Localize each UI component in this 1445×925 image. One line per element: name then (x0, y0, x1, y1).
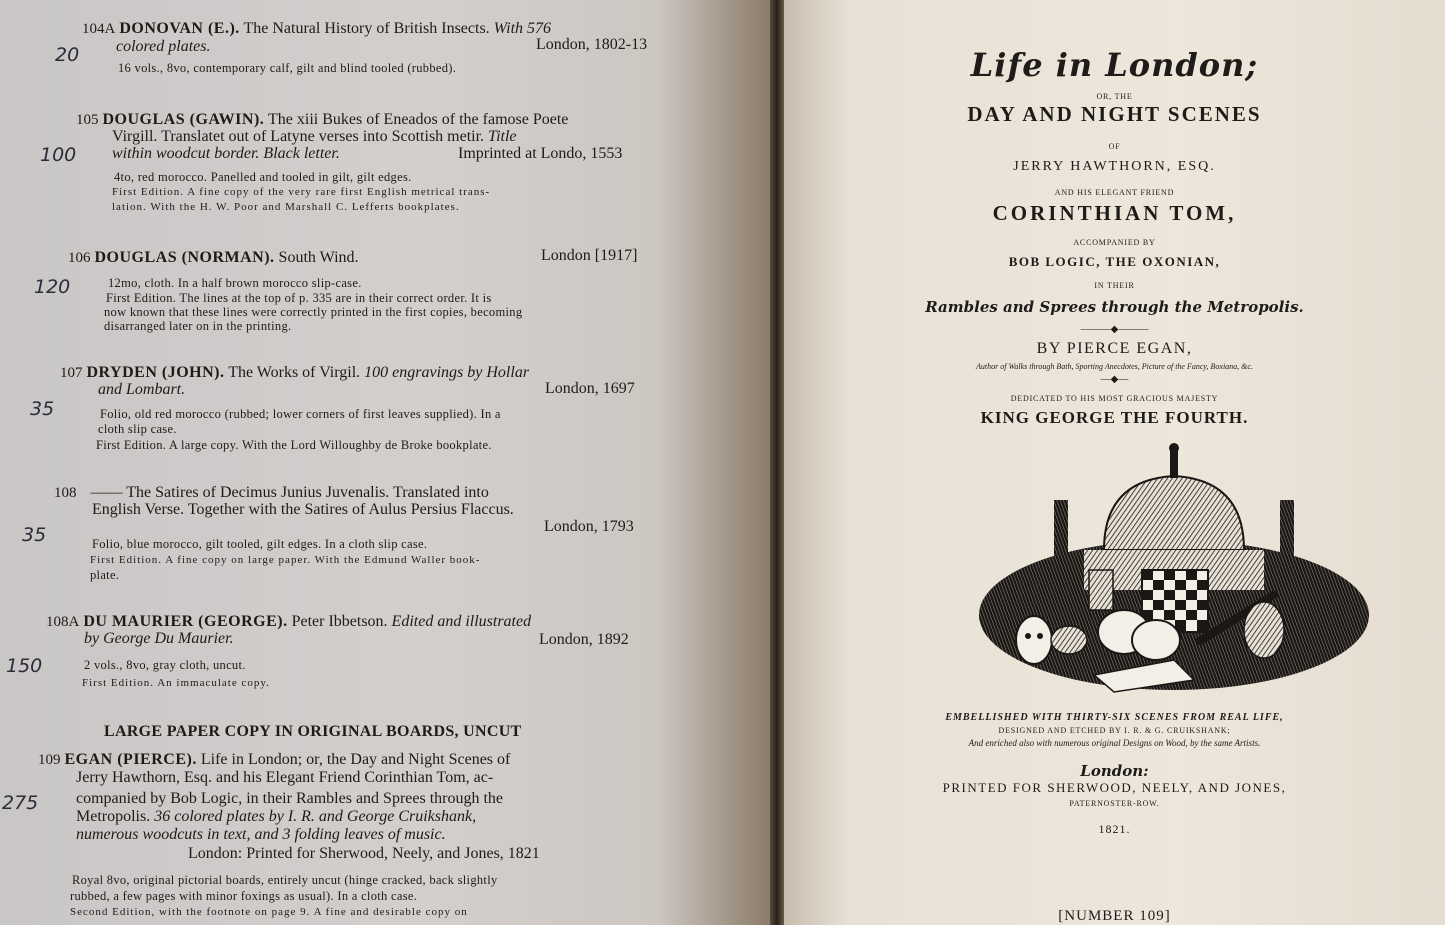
entry-105-desc3: lation. With the H. W. Poor and Marshall C. Lefferts bookplates. (112, 201, 460, 213)
facsimile-jerry: JERRY HAWTHORN, ESQ. (1013, 159, 1216, 174)
entry-title: The Works of Virgil. (228, 364, 361, 381)
entry-title: The Natural History of British Insects. (243, 20, 490, 37)
entry-106-desc1: 12mo, cloth. In a half brown morocco slip-case. (108, 276, 362, 290)
entry-109-line1 (38, 751, 510, 769)
facsimile-king: KING GEORGE THE FOURTH. (980, 408, 1249, 427)
entry-106-desc3: now known that these lines were correctly printed in the first copies, becoming (104, 305, 523, 319)
entry-108-line1 (54, 484, 489, 502)
entry-title-cont: Virgill. Translatet out of Latyne verses into Scottish metir. (112, 128, 485, 145)
entry-number: 105 (76, 112, 99, 128)
entry-title-cont: Metropolis. (76, 808, 151, 825)
entry-author: DRYDEN (JOHN). (86, 364, 225, 381)
entry-title: The Satires of Decimus Junius Juvenalis. Translated into (126, 484, 489, 501)
entry-number: 107 (60, 365, 83, 381)
entry-105-desc1: 4to, red morocco. Panelled and tooled in gilt, gilt edges. (114, 170, 412, 184)
entry-number: 108 (54, 485, 77, 501)
pencil-price-106: 120 (34, 276, 71, 298)
entry-107-line2: and Lombart. (98, 381, 186, 398)
entry-title-italic: 36 colored plates by I. R. and George Cruikshank, (154, 808, 477, 825)
facsimile-embellished: EMBELLISHED WITH THIRTY-SIX SCENES FROM REAL LIFE, (945, 712, 1284, 723)
entry-107-desc2: cloth slip case. (98, 422, 177, 436)
facsimile-year: 1821. (1098, 822, 1131, 836)
entry-title-italic: With 576 (493, 20, 552, 37)
ornament-divider-icon: ―◆― (1100, 374, 1129, 385)
facsimile-bob: BOB LOGIC, THE OXONIAN, (1008, 254, 1221, 269)
entry-108-line2: English Verse. Together with the Satires of Aulus Persius Flaccus. (92, 501, 514, 518)
entry-author: DOUGLAS (NORMAN). (94, 249, 275, 266)
pencil-price-107: 35 (30, 398, 55, 420)
facsimile-printed: PRINTED FOR SHERWOOD, NEELY, AND JONES, (942, 780, 1287, 795)
entry-108-desc2: First Edition. A fine copy on large paper. With the Edmund Waller book- (90, 554, 481, 566)
entry-title: Life in London; or, the Day and Night Scenes of (200, 751, 511, 768)
entry-author: —— (90, 484, 123, 501)
entry-105-line1 (76, 111, 568, 129)
entry-109-imprint: London: Printed for Sherwood, Neely, and Jones, 1821 (188, 845, 540, 862)
facsimile-number: [NUMBER 109] (1058, 908, 1171, 924)
facsimile-and-his: AND HIS ELEGANT FRIEND (1054, 188, 1175, 197)
entry-106-imprint: London [1917] (541, 247, 638, 264)
facsimile-of: OF (1108, 142, 1121, 151)
entry-109-line3: companied by Bob Logic, in their Rambles and Sprees through the (76, 790, 504, 807)
facsimile-in-their: IN THEIR (1094, 281, 1135, 290)
entry-number: 106 (68, 250, 91, 266)
entry-108a-line2: by George Du Maurier. (84, 630, 234, 647)
facsimile-author-of: Author of Walks through Bath, Sporting Anecdotes, Picture of the Fancy, Boxiana, &c. (976, 362, 1253, 371)
facsimile-dedicated: DEDICATED TO HIS MOST GRACIOUS MAJESTY (1010, 394, 1219, 403)
vignette-engraving-icon (974, 440, 1374, 702)
entry-author: DOUGLAS (GAWIN). (102, 111, 265, 128)
facsimile-rambles: Rambles and Sprees through the Metropolis. (925, 298, 1304, 316)
entry-104a-line2: colored plates. (116, 38, 211, 55)
pencil-price-109: 275 (2, 792, 39, 814)
pencil-price-108a: 150 (6, 655, 43, 677)
book-gutter (770, 0, 784, 925)
ornament-divider-icon: ―――◆――― (1080, 324, 1149, 335)
entry-107-desc1: Folio, old red morocco (rubbed; lower corners of first leaves supplied). In a (100, 407, 501, 421)
entry-106-desc2: First Edition. The lines at the top of p. 335 are in their correct order. It is (106, 291, 492, 305)
entry-108-desc1: Folio, blue morocco, gilt tooled, gilt edges. In a cloth slip case. (92, 537, 428, 551)
facsimile-london: London: (1080, 762, 1149, 780)
entry-108-imprint: London, 1793 (544, 518, 634, 535)
entry-105-desc2: First Edition. A fine copy of the very rare first English metrical trans- (112, 186, 491, 198)
entry-number: 109 (38, 752, 61, 768)
title-page-facsimile (784, 0, 1445, 925)
facsimile-corinthian: CORINTHIAN TOM, (992, 201, 1237, 225)
facsimile-accompanied: ACCOMPANIED BY (1073, 238, 1156, 247)
entry-author: EGAN (PIERCE). (64, 751, 197, 768)
facsimile-enriched: And enriched also with numerous original Designs on Wood, by the same Artists. (968, 738, 1261, 748)
entry-author: DU MAURIER (GEORGE). (83, 613, 288, 630)
entry-109-line2: Jerry Hawthorn, Esq. and his Elegant Friend Corinthian Tom, ac- (76, 769, 494, 786)
entry-108a-desc1: 2 vols., 8vo, gray cloth, uncut. (84, 658, 246, 672)
entry-106-desc4: disarranged later on in the printing. (104, 319, 292, 333)
entry-109-line4 (76, 808, 476, 826)
entry-number: 104A (82, 21, 116, 37)
entry-title: Peter Ibbetson. (291, 613, 388, 630)
entry-108a-line1 (46, 613, 531, 631)
entry-106-line1 (68, 249, 359, 267)
entry-108-desc3: plate. (90, 568, 120, 582)
entry-108a-imprint: London, 1892 (539, 631, 629, 648)
entry-title-italic: Edited and illustrated (391, 613, 532, 630)
entry-number: 108A (46, 614, 80, 630)
entry-author: DONOVAN (E.). (119, 20, 240, 37)
facsimile-day-night: DAY AND NIGHT SCENES (967, 102, 1262, 126)
entry-109-desc3: Second Edition, with the footnote on page 9. A fine and desirable copy on (70, 906, 468, 918)
entry-107-line1 (60, 364, 529, 382)
entry-104a-imprint: London, 1802-13 (536, 36, 648, 53)
facsimile-title: Life in London; (970, 46, 1259, 84)
entry-title-italic: 100 engravings by Hollar (364, 364, 530, 381)
facsimile-paternoster: PATERNOSTER-ROW. (1069, 799, 1160, 808)
entry-104a-line1 (82, 20, 551, 38)
entry-109-line5: numerous woodcuts in text, and 3 folding leaves of music. (76, 826, 446, 843)
entry-title: The xiii Bukes of Eneados of the famose Poete (268, 111, 569, 128)
entry-105-line3: within woodcut border. Black letter. (112, 145, 340, 162)
section-heading: LARGE PAPER COPY IN ORIGINAL BOARDS, UNCUT (104, 723, 522, 740)
entry-109-desc2: rubbed, a few pages with minor foxings as usual). In a cloth case. (70, 889, 418, 903)
facsimile-by: BY PIERCE EGAN, (1036, 340, 1193, 357)
entry-108a-desc2: First Edition. An immaculate copy. (82, 677, 270, 689)
entry-107-imprint: London, 1697 (545, 380, 635, 397)
entry-109-desc1: Royal 8vo, original pictorial boards, entirely uncut (hinge cracked, back slightly (72, 873, 498, 887)
entry-title-italic: Title (488, 128, 517, 145)
entry-105-line2 (112, 128, 517, 146)
pencil-price-108: 35 (22, 524, 47, 546)
pencil-price-104a: 20 (55, 44, 80, 66)
entry-105-imprint: Imprinted at Londo, 1553 (458, 145, 623, 162)
entry-104a-desc: 16 vols., 8vo, contemporary calf, gilt and blind tooled (rubbed). (118, 61, 457, 75)
facsimile-designed: DESIGNED AND ETCHED BY I. R. & G. CRUIKSHANK; (998, 726, 1231, 735)
entry-title: South Wind. (278, 249, 359, 266)
facsimile-or-the: OR, THE (1096, 92, 1133, 101)
entry-107-desc3: First Edition. A large copy. With the Lord Willoughby de Broke bookplate. (96, 438, 492, 452)
pencil-price-105: 100 (40, 144, 77, 166)
